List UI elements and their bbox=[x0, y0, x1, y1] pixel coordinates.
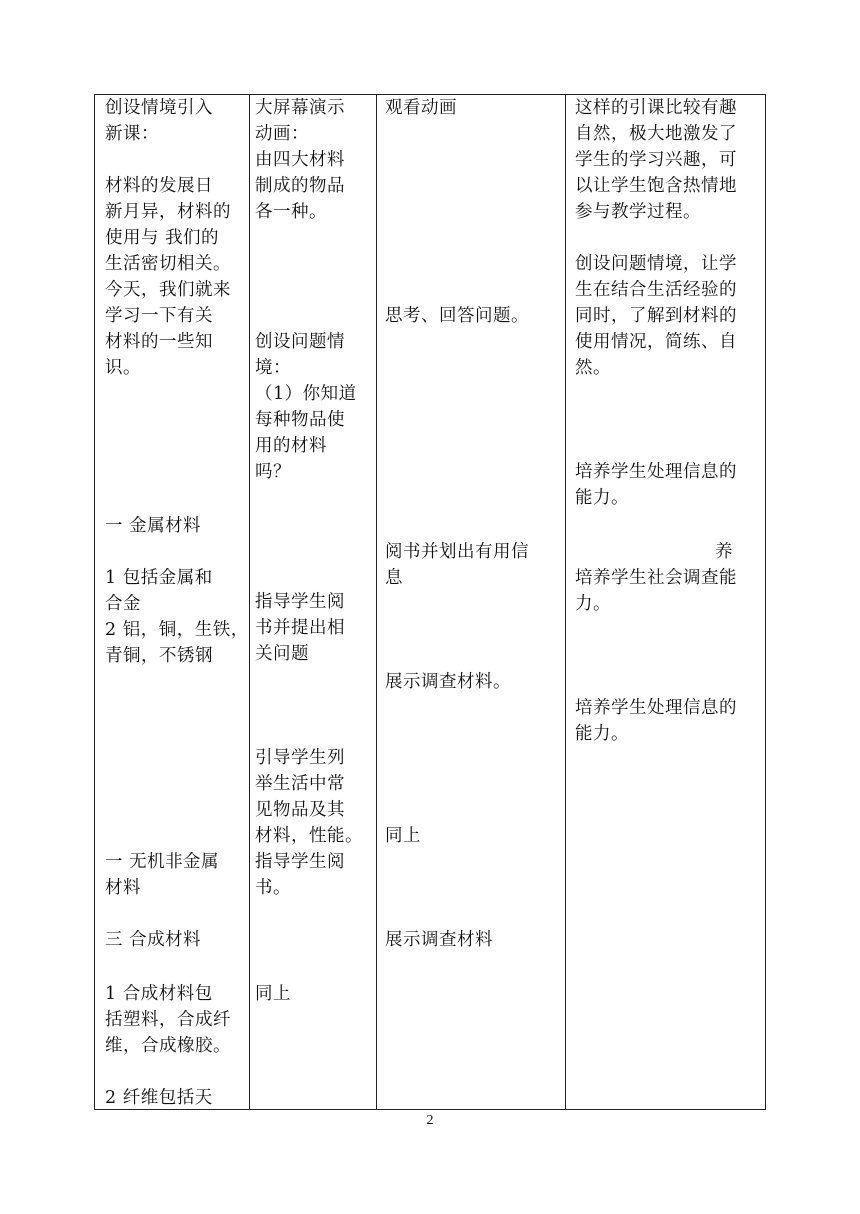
intent-intro: 这样的引课比较有趣 自然，极大地激发了 学生的学习兴趣，可 以让学生饱含热情地 参与教学过程。 bbox=[575, 98, 737, 222]
content-intro: 创设情境引入 新课： bbox=[105, 98, 213, 144]
column-divider bbox=[565, 95, 566, 1109]
student-show: 展示调查材料。 bbox=[385, 672, 511, 692]
intent-column bbox=[575, 95, 763, 1109]
page-number: 2 bbox=[426, 1113, 434, 1128]
lesson-plan-table bbox=[94, 94, 766, 1110]
student-think: 思考、回答问题。 bbox=[385, 306, 529, 326]
teacher-column bbox=[255, 95, 371, 1109]
student-same: 同上 bbox=[385, 826, 421, 846]
student-show-2: 展示调查材料 bbox=[385, 930, 493, 950]
content-column bbox=[105, 95, 249, 1109]
content-intro-text: 材料的发展日 新月异，材料的 使用与 我们的 生活密切相关。 今天，我们就来 学习一下有关 材料的一些知 识。 bbox=[105, 176, 231, 378]
intent-question: 创设问题情境，让学 生在结合生活经验的 同时，了解到材料的 使用情况，简练、自 然。 bbox=[575, 254, 737, 378]
content-metal-items: 1 包括金属和 合金 2 铝，铜，生铁， 青铜，不锈钢 bbox=[105, 568, 249, 666]
teacher-same: 同上 bbox=[255, 984, 291, 1004]
student-column bbox=[385, 95, 563, 1109]
column-divider bbox=[249, 95, 250, 1109]
content-nonmetal-heading: 一 无机非金属 材料 bbox=[105, 852, 220, 898]
teacher-question: 创设问题情 境： （1）你知道 每种物品使 用的材料 吗？ bbox=[255, 332, 357, 482]
content-metal-heading: 一 金属材料 bbox=[105, 516, 202, 536]
intent-info-2: 培养学生处理信息的 能力。 bbox=[575, 698, 737, 744]
student-watch: 观看动画 bbox=[385, 98, 457, 118]
content-fiber-item: 2 纤维包括天 bbox=[105, 1088, 213, 1108]
intent-info: 培养学生处理信息的 能力。 bbox=[575, 462, 737, 508]
content-synthetic-items: 1 合成材料包 括塑料，合成纤 维，合成橡胶。 bbox=[105, 984, 231, 1056]
content-synthetic-heading: 三 合成材料 bbox=[105, 930, 202, 950]
teacher-demo: 大屏幕演示 动画： 由四大材料 制成的物品 各一种。 bbox=[255, 98, 345, 222]
student-read: 阅书并划出有用信 息 bbox=[385, 542, 529, 588]
column-divider bbox=[376, 95, 377, 1109]
intent-survey: 培养学生社会调查能 力。 bbox=[575, 568, 737, 614]
intent-stray-char: 养 bbox=[715, 542, 733, 562]
teacher-guide-read: 指导学生阅 书并提出相 关问题 bbox=[255, 592, 345, 664]
teacher-guide-list: 引导学生列 举生活中常 见物品及其 材料，性能。 指导学生阅 书。 bbox=[255, 748, 363, 898]
